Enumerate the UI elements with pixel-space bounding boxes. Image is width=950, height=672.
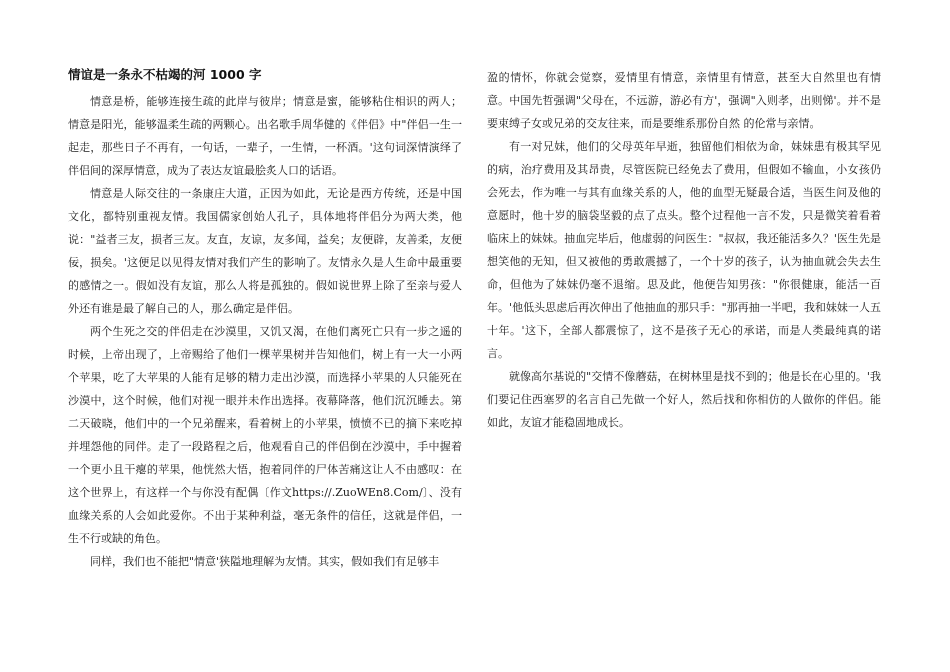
right-column — [487, 66, 881, 434]
document-title: 情谊是一条永不枯竭的河 1000 字 — [68, 67, 262, 82]
paragraph-2: 情意是人际交往的一条康庄大道，正因为如此，无论是西方传统，还是中国文化，都特别重视友情。我国儒家创始人孔子，具体地将伴侣分为两大类，他说："益者三友，损者三友。友直，友谅，友多闻，益矣；友便辟，友善柔，友便佞，损矣。'这便足以见得友情对我们产生的影响了。友情永久是人生命中最重要的感情之一。假如没有友谊，那么人将是孤独的。假如说世界上除了至亲与爱人外还有谁是最了解自己的人，那么确定是伴侣。 — [68, 187, 462, 315]
paragraph-1: 情意是桥，能够连接生疏的此岸与彼岸；情意是蜜，能够粘住相识的两人；情意是阳光，能够温柔生疏的两颗心。出名歌手周华健的《伴侣》中"伴侣一生一起走，那些日子不再有，一句话，一辈子，一生情，一杯酒。'这句词深情演绎了伴侣间的深厚情意，成为了表达友谊最脍炙人口的话语。 — [68, 95, 462, 177]
paragraph-5: 有一对兄妹，他们的父母英年早逝，独留他们相依为命，妹妹患有极其罕见的病，治疗费用及其昂贵，尽管医院已经免去了费用，但假如不输血，小女孩仍会死去，作为唯一与其有血缘关系的人，他的血型无疑最合适，当医生问及他的意愿时，他十岁的脑袋坚毅的点了点头。整个过程他一言不发，只是微笑着看着临床上的妹妹。抽血完毕后，他虚弱的问医生："叔叔，我还能活多久？'医生先是想笑他的无知，但又被他的勇敢震撼了，一个十岁的孩子，认为抽血就会失去生命，但他为了妹妹仍毫不退缩。思及此，他便告知男孩："你很健康，能活一百年。'他低头思虑后再次伸出了他抽血的那只手："那再抽一半吧，我和妹妹一人五十年。'这下，全部人都震惊了，这不是孩子无心的承诺，而是人类最纯真的诺言。 — [487, 140, 881, 360]
paragraph-4-continued: 盈的情怀，你就会觉察，爱情里有情意，亲情里有情意，甚至大自然里也有情意。中国先哲强调"父母在，不远游，游必有方'，强调"入则孝，出则悌'。并不是要束缚子女或兄弟的交友往来，而是要维系那份自然 的伦常与亲情。 — [487, 71, 881, 130]
left-column — [68, 66, 462, 573]
paragraph-3: 两个生死之交的伴侣走在沙漠里，又饥又渴，在他们离死亡只有一步之遥的时候，上帝出现了，上帝赐给了他们一棵苹果树并告知他们，树上有一大一小两个苹果，吃了大苹果的人能有足够的精力走出沙漠，而选择小苹果的人只能死在沙漠中，这个时候，他们对视一眼并未作出选择。夜幕降落，他们沉沉睡去。第二天破晓，他们中的一个兄弟醒来，看着树上的小苹果，愤愤不已的摘下来吃掉并埋怨他的同伴。走了一段路程之后，他观看自己的伴侣倒在沙漠中，手中握着一个更小且干瘪的苹果，他恍然大悟，抱着同伴的尸体苦痛这让人不由感叹：在这个世界上，有这样一个与你没有配偶〔作文https://.ZuoWEn8.Com/〕、没有血缘关系的人会如此爱你。不出于某种利益，毫无条件的信任，这就是伴侣，一生不行或缺的角色。 — [68, 325, 462, 545]
paragraph-6: 就像高尔基说的"交情不像蘑菇，在树林里是找不到的；他是长在心里的。'我们要记住西塞罗的名言自己先做一个好人，然后找和你相仿的人做你的伴侣。能如此，友谊才能稳固地成长。 — [487, 370, 881, 429]
paragraph-4: 同样，我们也不能把"情意'狭隘地理解为友情。其实，假如我们有足够丰 — [90, 555, 440, 568]
